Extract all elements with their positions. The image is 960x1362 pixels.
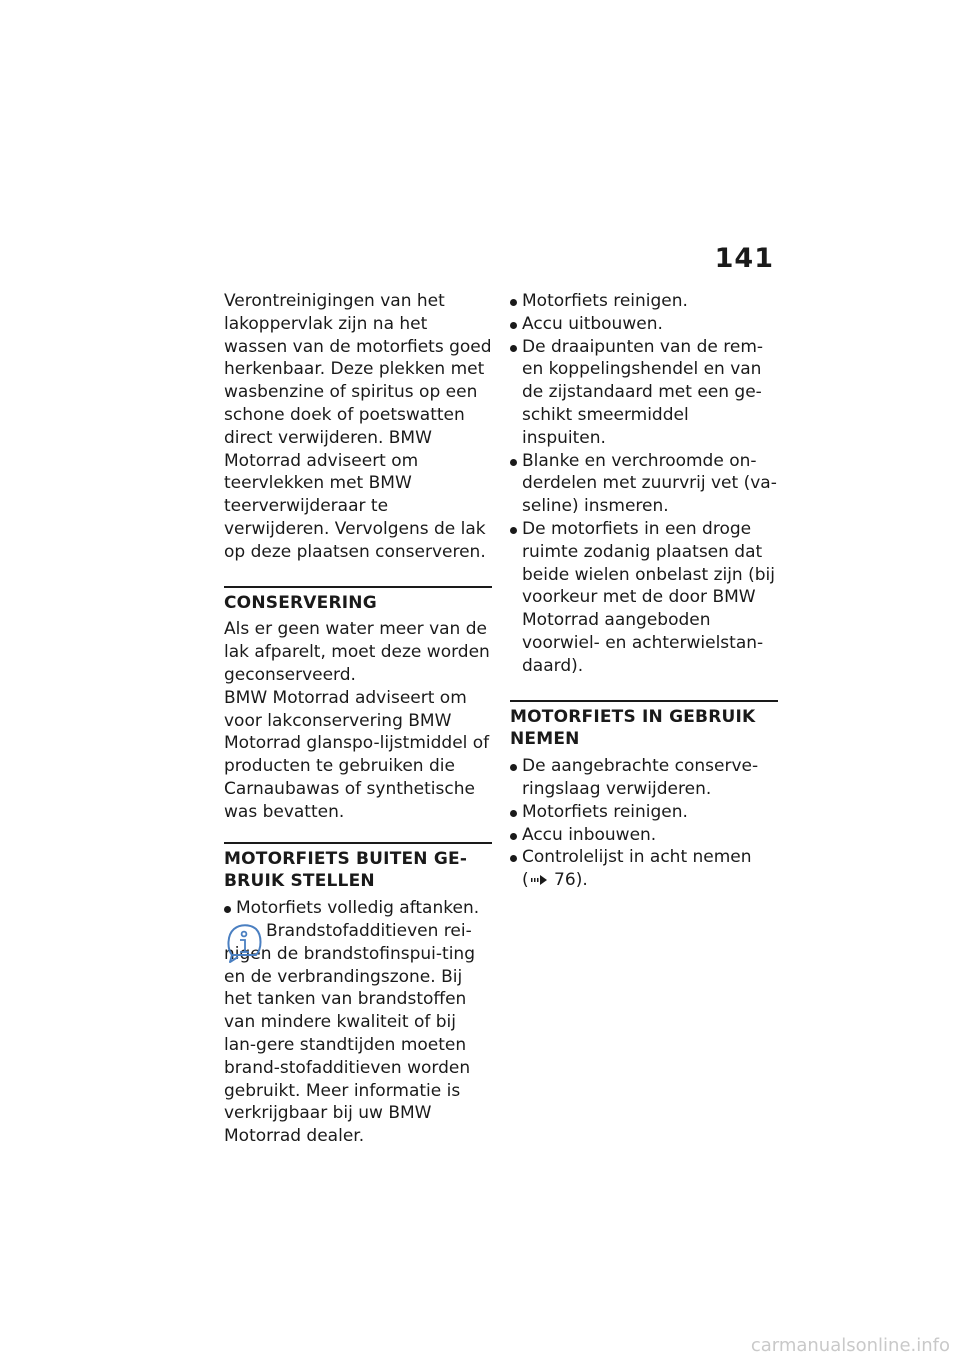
list-item: De draaipunten van de rem- en koppelingshendel en van de zijstandaard met een ge-schikt smeermiddel inspuiten. [510, 336, 778, 450]
reference-open: ( [522, 870, 529, 891]
list-item: Motorfiets reinigen. [510, 801, 778, 824]
reference-page[interactable]: 76 [554, 870, 576, 891]
section-heading: MOTORFIETS IN GEBRUIK NEMEN [510, 706, 756, 750]
section-in-gebruik [510, 700, 778, 892]
paragraph: Als er geen water meer van de lak afparelt, moet deze worden geconserveerd. [224, 619, 490, 685]
bullet-list [510, 755, 778, 892]
bullet-list [510, 290, 778, 678]
list-item: Accu inbouwen. [510, 824, 778, 847]
bullet-list [224, 897, 492, 920]
list-item: Accu uitbouwen. [510, 313, 778, 336]
paragraph: BMW Motorrad adviseert om voor lakconservering BMW Motorrad glanspo-lijstmiddel of producten te gebruiken die Carnaubawas of synthetische was bevatten. [224, 687, 490, 822]
list-item: Blanke en verchroomde on-derdelen met zuurvrij vet (va-seline) insmeren. [510, 450, 778, 518]
intro-paragraph: Verontreinigingen van het lakoppervlak zijn na het wassen van de motorfiets goed herkenbaar. Deze plekken met wasbenzine of spiritus op een schone doek of poetswatten direct verwijderen. BMW Motorrad adviseert om teervlekken met BMW teerverwijderaar te verwijderen. Vervolgens de lak op deze plaatsen conserveren. [224, 291, 492, 562]
list-item: De motorfiets in een droge ruimte zodanig plaatsen dat beide wielen onbelast zijn (bij voorkeur met de door BMW Motorrad aangeboden voorwiel- en achterwielstan-daard). [510, 518, 778, 678]
section-heading: MOTORFIETS BUITEN GE-BRUIK STELLEN [224, 848, 468, 892]
right-column [510, 290, 778, 892]
note-text: Brandstofadditieven rei-nigen de brandstofinspui-ting en de verbrandingszone. Bij het tanken van brandstoffen van mindere kwaliteit of bij lan-gere standtijden moeten brand-stofadditieven worden gebruikt. Meer informatie is verkrijgbaar bij uw BMW Motorrad dealer. [224, 920, 475, 1147]
reference-close: ). [575, 870, 588, 891]
page-reference-arrow-icon [531, 874, 547, 886]
list-item-text: Controlelijst in acht nemen [522, 847, 752, 868]
section-conservering [224, 586, 492, 824]
section-heading: CONSERVERING [224, 592, 377, 613]
list-item [510, 846, 778, 892]
info-note [224, 920, 492, 1148]
page-number: 141 [714, 243, 774, 274]
list-item: De aangebrachte conserve-ringslaag verwijderen. [510, 755, 778, 801]
watermark: carmanualsonline.info [750, 1335, 950, 1356]
left-column [224, 290, 492, 1148]
section-buiten-gebruik [224, 842, 492, 1148]
list-item: Motorfiets volledig aftanken. [224, 897, 492, 920]
list-item: Motorfiets reinigen. [510, 290, 778, 313]
info-icon [226, 923, 262, 963]
